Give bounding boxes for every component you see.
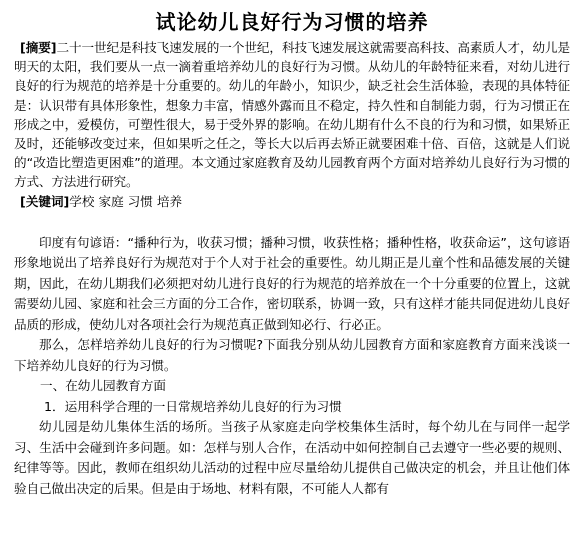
- body-paragraph-3: 幼儿园是幼儿集体生活的场所。当孩子从家庭走向学校集体生活时，每个幼儿在与同伴一起学习、生活中会碰到许多问题。如：怎样与别人合作，在活动中如何控制自己去遵守一些必要的规则、纪律等等。因此，教师在组织幼儿活动的过程中应尽量给幼儿提供自己做决定的机会，并且让他们体验自己做出决定的后果。但是由于场地、材料有限，不可能人人都有: [14, 419, 570, 496]
- document-title: 试论幼儿良好行为习惯的培养: [155, 10, 429, 34]
- subsection-heading: 1．运用科学合理的一日常规培养幼儿良好的行为习惯: [44, 398, 342, 414]
- body-paragraph-1: 印度有句谚语：“播种行为，收获习惯；播种习惯，收获性格；播种性格，收获命运”，这句谚语形象地说出了培养良好行为规范对于个人对于社会的重要性。幼儿期正是儿童个性和品德发展的关键期，因此，在幼儿期我们必须把对幼儿进行良好的行为规范的培养放在一个十分重要的位置上，这就需要幼儿园、家庭和社会三方面的分工合作，密切联系，协调一致，只有这样才能共同促进幼儿良好品质的形成，使幼儿对各项社会行为规范真正做到知必行、行必正。: [14, 234, 570, 332]
- keywords-text: 学校 家庭 习惯 培养: [69, 193, 183, 209]
- section-heading: 一、在幼儿园教育方面: [40, 378, 166, 394]
- blank-line: [14, 211, 570, 233]
- keywords-label: [关键词]: [20, 193, 70, 209]
- abstract-label: [摘要]: [20, 40, 57, 55]
- abstract-block: [14, 38, 570, 192]
- body-paragraph-2: 那么，怎样培养幼儿良好的行为习惯呢?下面我分别从幼儿园教育方面和家庭教育方面来浅谈一下培养幼儿良好的行为习惯。: [14, 337, 570, 373]
- keywords-block: [20, 192, 570, 211]
- abstract-text: 二十一世纪是科技飞速发展的一个世纪，科技飞速发展这就需要高科技、高素质人才，幼儿是明天的太阳，我们要从一点一滴着重培养幼儿的良好行为习惯。从幼儿的年龄特征来看，对幼儿进行良好的行为规范的培养是十分重要的。幼儿的年龄小，知识少，缺乏社会生活体验，表现的具体特征是：认识带有具体形象性，想象力丰富，情感外露而且不稳定，持久性和自制能力弱，行为习惯正在形成之中，爱模仿，可塑性很大，易于受外界的影响。在幼儿期有什么不良的行为和习惯，如果矫正及时，还能够改变过来，但如果听之任之，等长大以后再去矫正就要困难十倍、百倍，这就是人们说的“改造比塑造更困难”的道理。本文通过家庭教育及幼儿园教育两个方面对培养幼儿良好行为习惯的方式、方法进行研究。: [14, 40, 570, 190]
